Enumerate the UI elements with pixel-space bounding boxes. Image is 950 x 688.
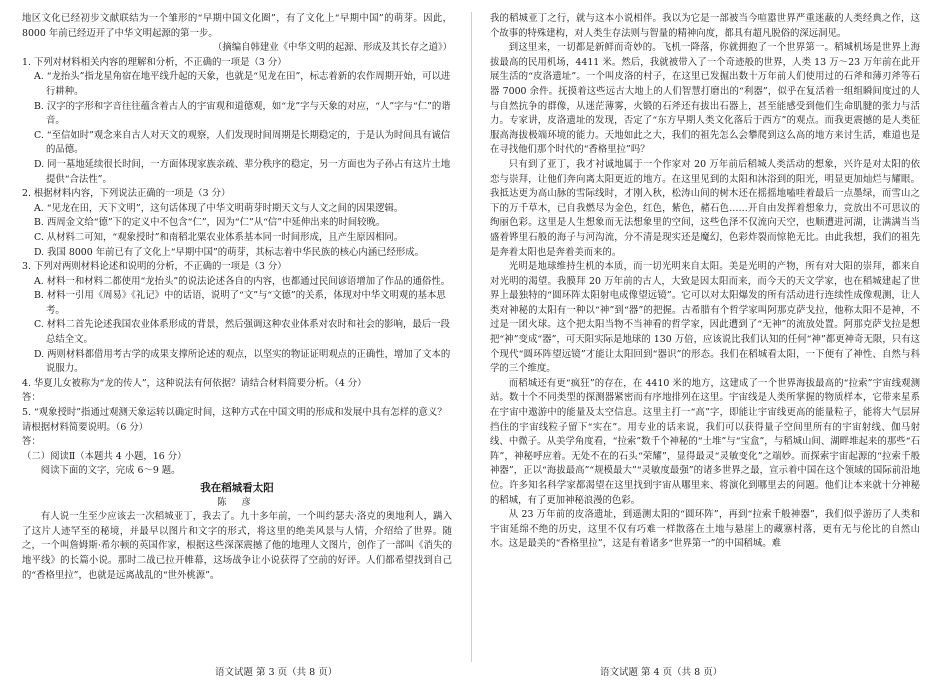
page-footer-right: 语文试题 第 4 页（共 8 页） xyxy=(600,667,723,678)
question-3-option-b: B. 材料一引用《周易》《礼记》中的话语，说明了“文”与“文德”的关系，体现对中华文明观的基本思考。 xyxy=(34,290,446,316)
question-5-answer-area[interactable]: 答： xyxy=(22,436,41,448)
question-3-stem: 3. 下列对两则材料论述和说明的分析，不正确的一项是（3 分） xyxy=(22,261,287,273)
question-2-stem: 2. 根据材料内容，下列说法正确的一项是（3 分） xyxy=(22,188,231,200)
left-column xyxy=(22,12,452,583)
question-1-option-b: B. 汉字的字形和字音往往蕴含着古人的宇宙观和道德观，如“龙”字与天象的对应，“人”字与“仁”的谐音。 xyxy=(34,100,451,127)
question-2-option-d: D. 我国 8000 年前已有了文化上“早期中国”的萌芽，其标志着中华民族的核心内涵已经形成。 xyxy=(34,246,425,258)
column-divider xyxy=(471,12,472,662)
question-5-stem: 5. “观象授时”指通过观测天象运转以确定时间，这种方式在中国文明的形成和发展中具有怎样的意义？请根据材料简要说明。（6 分） xyxy=(22,407,447,433)
question-2-option-a: A. “见龙在田，天下文明”，这句话体现了中华文明萌芽时期天文与人文之间的因果逻辑。 xyxy=(34,202,404,214)
article-paragraph-4: 只有到了亚丁，我才衬诚地属于一个作家对 20 万年前后稻城人类活动的想象，兴许是对太阳的依恋与崇拜，让他们奔向离太阳更近的地方。在这里见到的太阳和沐浴到的阳光，明显更加灿烂与耀眼。我抵达更为高山脉的雪际线时，才刚入秋，松涛山间的树木还在摇摇地嗑哇着最后一点墨绿，而雪山之下的万千草木，已自我燃尽为金色，红色，紫色，赭石色……开自由发挥着想象力，竞放出不可思议的绚丽色彩。这里是人生想象而无法想象里的空间，这些色泽不仅流向天空，也顺遭进河湖，让满满当当盛着铧里石般的海子与河沟流，分不清是现实还是魔幻，色彩炸裂而惊艳无比。由此我想，我们的祖先是奔着太阳也是奔着美而来的。 xyxy=(490,158,920,258)
page-footer-left: 语文试题 第 3 页（共 8 页） xyxy=(215,667,338,678)
article-paragraph-1: 有人说一生至少应该去一次稻城亚丁，我去了。九十多年前，一个叫约瑟夫·洛克的奥地利人，蹒入了这片人迹罕至的秘境，并最早以图片和文字的形式，将这里的绝美风景与人情，介绍给了世界。随之，一个叫詹姆斯·希尔顿的英国作家，根据这些深深震撼了他的地理人文图片，创作了一部叫《消失的地平线》的长篇小说。那时二战已拉开帷幕，这场战争让小说获得了空前的好评。人们都希望找到自己的“香格里拉”，也就是远离战乱的“世外桃源”。 xyxy=(22,511,452,581)
question-2-option-c: C. 从材料二可知，“观象授时”和南稻北粟农业体系基本同一时间形成，且产生原因相同。 xyxy=(34,231,404,243)
article-author: 陈 彦 xyxy=(217,496,257,508)
question-3-option-d: D. 两则材料都借用考古学的成果支撑所论述的观点，以坚实的物证证明观点的正确性，增加了文本的说服力。 xyxy=(34,348,451,375)
question-1-option-a: A. “龙抬头”指龙星角宿在地平线升起的天象，也就是“见龙在田”，标志着新的农作周期开始，可以进行耕种。 xyxy=(34,71,451,97)
question-4-answer-area[interactable]: 答： xyxy=(22,392,41,404)
question-1-stem: 1. 下列对材料相关内容的理解和分析，不正确的一项是（3 分） xyxy=(22,56,287,68)
section-2-label: （二）阅读Ⅱ（本题共 4 小题，16 分） xyxy=(22,450,187,462)
question-3-option-a: A. 材料一和材料二都使用“龙抬头”的说法论述各自的内容，也都通过民间谚语增加了作品的通俗性。 xyxy=(34,275,451,287)
article-paragraph-6: 而稻城还有更“疯狂”的存在，在 4410 米的地方，这建成了一个世界海拔最高的“拉索”宇宙线观测站。数十个不同类型的探测器紧密而有序地排列在这里。宇宙线是人类所掌握的物质样本，它带来星系在宇宙中遨游中的能量及太空信息。这里主打一“高”字，即能让宇宙线更高的能量粒子，能将大气层屏挡住的宇宙线粒子留下“实在”。用专业的话来说，我们可以获得量子空间里所有的宇宙射线、伽马射线、中微子。从美学角度看，“拉索”数千个神秘的“土堆”与“宝盒”，与稻城山间、湖畔堆起来的那些“石阵”，神秘呼应着。无处不在的石头“荣耀”，显得最灵“灵敏变化”之端妙。而探索宇宙起源的“拉索千般神器”，正以“海拔最高”“规模最大”“灵敏度最强”的诸多世界之最，宣示着中国在这个领域的国际前沿地位。许多知名科学家都渴望在这里找到宇宙从哪里来、将演化到哪里去的问题。他们让本来就十分神秘的稻城，有了更加神秘浪漫的色彩。 xyxy=(490,377,920,506)
article-paragraph-3: 到这里来，一切都是新鲜而奇妙的。飞机一降落，你就拥抱了一个世界第一。稻城机场是世界上海拔最高的民用机场，4411 米。然后，我就被带入了一个奇迹般的世界，人类 13 万～23 万年前在此开展生活的“皮洛遗址”。一个叫皮洛的村子，在这里已发掘出数十万年前人们使用过的石斧和薄刃斧等石器 7000 余件。抚摸着这些远古大地上的人们智慧打磨出的“利器”，似乎在复活着一组组瞬间度过的人与自然抗争的群像，从迷茫薄雾，火锻的石斧还有拔出石器上，甚至能感受到他们生命肌腱的张力与活力。专家讲，皮洛遗址的发现，否定了“东方早期人类文化落后于西方”的观点。而我更震撼的是人类征服高海拔极端环境的能力。天地如此之大，我们的祖先怎么会攀爬到这么高的地方来讨生活，难道也是在寻找他们那个时代的“香格里拉”吗？ xyxy=(490,42,920,156)
right-column xyxy=(490,12,920,552)
question-4-stem: 4. 华夏儿女被称为“龙的传人”，这种说法有何依据？请结合材料简要分析。（4 分） xyxy=(22,377,367,389)
article-paragraph-5: 光明是地球维持生机的本质，而一切光明来自太阳。美是光明的产物，所有对大阳的崇拜，都来自对光明的渴望。我膜拜 20 万年前的古人，大致是因太阳而来，而今天的天文学家，也在稻城建起了世界上最独特的“圆环阵太阳射电成像望远镜”。它可以对太阳爆发的所有活动进行连续性成像观测，让人类对神秘的太阳有一种以“神”到“器”的把握。古希腊有个哲学家叫阿那克萨戈拉，他称太阳不是神，不过是一团火球。这个把太阳当物不当神看的哲学家，因此遭到了“无神”的流放处置。阿那克萨戈拉是想把“神”变成“器”，可天阳实际是地球的 130 万倍，应该说比我们认知的任何“神”都更神奇无限，只有这个现代“圆环阵望远镜”才能让太阳回到“器识”的形态。我们在稻城看太阳，一下便有了神性、自然与科学的三个维度。 xyxy=(490,261,920,375)
question-2-option-b: B. 西周金文给“德”下的定义中不包含“仁”，因为“仁”从“信”中延伸出来的时间较晚。 xyxy=(34,217,386,229)
section-2-instruction: 阅读下面的文字，完成 6～9 题。 xyxy=(40,465,181,477)
question-1-option-d: D. 同一墓地延续很长时间，一方面体现家族亲疏、辈分秩序的稳定，另一方面也为子孙占有这片土地提供“合法性”。 xyxy=(34,158,451,185)
article-title: 我在稻城看太阳 xyxy=(200,482,274,494)
article-paragraph-7: 从 23 万年前的皮洛遗址，到遥测太阳的“圆环阵”，再到“拉索千般神器”，我们似乎游历了人类和宇宙延绵不绝的历史，这里不仅有巧难一样散落在土地与悬崖上的藏寨村落，更有无与伦比的自然山水。这是最美的“香格里拉”，这是有着诸多“世界第一”的中国稻城。难 xyxy=(490,509,920,550)
article-paragraph-2: 我的稻城亚丁之行，就与这本小说相伴。我以为它是一部被当今喧嚣世界严重迷蔽的人类经典之作，这个故事的特殊建构，对人类生存法则与智量的精神向度，都具有超凡脱俗的深远洞见。 xyxy=(490,13,920,39)
intro-paragraph: 地区文化已经初步文献联结为一个雏形的“早期中国文化圈”，有了文化上“早期中国”的萌芽。因此，8000 年前已经迈开了中华文明起源的第一步。 xyxy=(22,13,452,39)
question-1-option-c: C. “至信如时”观念来自古人对天文的观察，人们发现时间周期是长期稳定的，于是认为时间具有诚信的品德。 xyxy=(34,129,451,156)
question-3-option-c: C. 材料二首先论述我国农业体系形成的背景，然后强调这种农业体系对农时和社会的影响，最后一段总结全文。 xyxy=(34,319,450,346)
source-citation: （摘编自韩建业《中华文明的起源、形成及其长存之道》） xyxy=(212,42,452,54)
